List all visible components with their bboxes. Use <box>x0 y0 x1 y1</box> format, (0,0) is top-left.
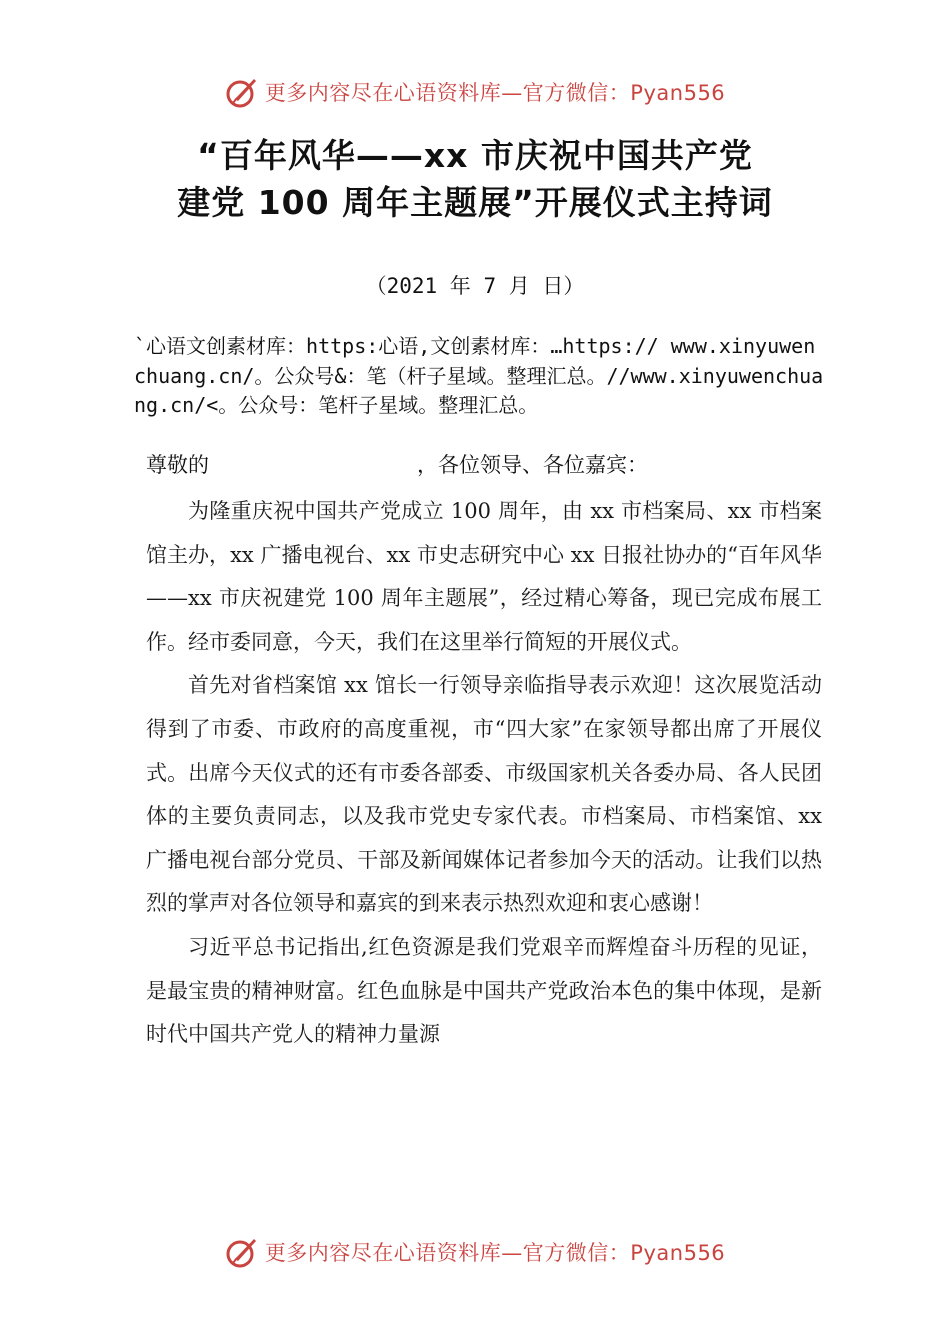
salutation-suffix: ，各位领导、各位嘉宾： <box>417 453 648 477</box>
paragraph: 习近平总书记指出,红色资源是我们党艰辛而辉煌奋斗历程的见证，是最宝贵的精神财富。红色血脉是中国共产党政治本色的集中体现，是新时代中国共产党人的精神力量源 <box>146 934 822 1047</box>
document-body <box>146 490 822 1057</box>
paragraph: 首先对省档案馆 xx 馆长一行领导亲临指导表示欢迎！这次展览活动得到了市委、市政府的高度重视，市“四大家”在家领导都出席了开展仪式。出席今天仪式的还有市委各部委、市级国家机关各委办局、各人民团体的主要负责同志，以及我市党史专家代表。市档案局、市档案馆、xx 广播电视台部分党员、干部及新闻媒体记者参加今天的活动。让我们以热烈的掌声对各位领导和嘉宾的到来表示热烈欢迎和衷心感谢！ <box>146 673 822 916</box>
document-date: （2021 年 7 月 日） <box>365 274 585 298</box>
footer-banner <box>0 1232 950 1272</box>
salutation-prefix: 尊敬的 <box>146 453 209 477</box>
paragraph: 为隆重庆祝中国共产党成立 100 周年，由 xx 市档案局、xx 市档案馆主办，xx 广播电视台、xx 市史志研究中心 xx 日报社协办的“百年风华——xx 市庆祝建党 100 周年主题展”，经过精心筹备，现已完成布展工作。经市委同意，今天，我们在这里举行简短的开展仪式。 <box>146 499 822 654</box>
banner-text: 更多内容尽在心语资料库—官方微信：Pyan556 <box>264 81 726 105</box>
quill-logo-icon <box>225 1235 259 1269</box>
source-watermark-text: `心语文创素材库：https:心语,文创素材库：…https:// www.xinyuwenchuang.cn/。公众号&：笔（杆子星域。整理汇总。//www.xinyuwenchuang.cn/<。公众号：笔杆子星域。整理汇总。 <box>134 334 824 417</box>
banner-text: 更多内容尽在心语资料库—官方微信：Pyan556 <box>264 1241 726 1265</box>
salutation <box>146 449 648 479</box>
quill-logo-icon <box>225 75 259 109</box>
header-banner <box>0 72 950 112</box>
document-title-line-1: “百年风华——xx 市庆祝中国共产党 <box>197 136 753 175</box>
document-title-line-2: 建党 100 周年主题展”开展仪式主持词 <box>177 183 773 222</box>
